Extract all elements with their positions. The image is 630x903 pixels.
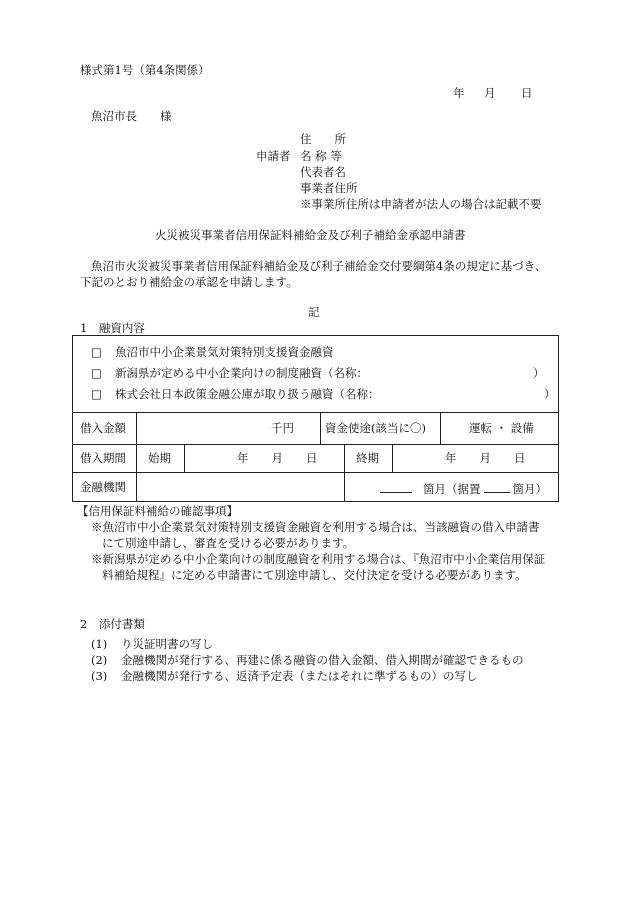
loan-period-label: 借入期間 — [80, 451, 126, 465]
period-start-label: 始期 — [148, 451, 171, 465]
option-label-1: 魚沼市中小企業景気対策特別支援資金融資 — [115, 345, 334, 359]
applicant-name-label: 名 称 等 — [300, 149, 342, 163]
applicant-label: 申請者 — [256, 149, 291, 163]
attachment-text-3: 金融機関が発行する、返済予定表（またはそれに準ずるもの）の写し — [121, 669, 478, 683]
form-id: 様式第1号（第4条関係） — [80, 63, 210, 77]
loan-details-table — [72, 335, 559, 502]
table-rule — [184, 444, 185, 472]
applicant-representative-label: 代表者名 — [300, 165, 346, 179]
months-blank[interactable] — [380, 482, 412, 493]
date-year: 年 — [453, 86, 465, 100]
loan-amount-label: 借入金額 — [80, 421, 126, 435]
table-rule — [72, 412, 559, 413]
option-close-3: ） — [544, 387, 556, 401]
confirm-note-1b: にて別途申請し、審査を受ける必要があります。 — [102, 536, 355, 550]
confirm-note-2b: 料補給規程』に定める申請書にて別途申請し、交付決定を受ける必要があります。 — [102, 568, 527, 582]
option-label-2: 新潟県が定める中小企業向けの制度融資（名称： — [115, 366, 368, 380]
table-rule — [72, 472, 559, 473]
date-month: 月 — [484, 86, 496, 100]
table-rule — [440, 412, 441, 444]
period-start-date: 年 月 日 — [237, 451, 318, 465]
applicant-address-label: 住 所 — [300, 132, 346, 146]
fund-purpose-options[interactable]: 運転 ・ 設備 — [469, 421, 534, 435]
table-rule — [320, 412, 321, 444]
period-end-label: 終期 — [356, 451, 379, 465]
bank-label: 金融機関 — [80, 480, 126, 494]
attachment-num-3: (3) — [91, 669, 108, 683]
body-line-1: 魚沼市火災被災事業者信用保証料補給金及び利子補給金交付要綱第4条の規定に基づき、 — [91, 259, 547, 273]
fund-purpose-label: 資金使途(該当に〇) — [325, 421, 426, 435]
document-title: 火災被災事業者信用保証料補給金及び利子補給金承認申請書 — [155, 228, 466, 242]
option-checkbox-1[interactable]: □ — [91, 345, 102, 359]
option-checkbox-3[interactable]: □ — [91, 387, 102, 401]
table-rule — [72, 444, 559, 445]
table-rule — [136, 412, 137, 502]
months-close-label: 箇月） — [512, 482, 547, 496]
loan-amount-unit: 千円 — [271, 421, 294, 435]
applicant-note: ※事業所住所は申請者が法人の場合は記載不要 — [300, 197, 542, 211]
option-label-3: 株式会社日本政策金融公庫が取り扱う融資（名称： — [115, 387, 380, 401]
option-checkbox-2[interactable]: □ — [91, 366, 102, 380]
section2-heading: 2 添付書類 — [80, 617, 145, 631]
confirm-heading: 【信用保証料補給の確認事項】 — [77, 504, 238, 518]
table-rule — [392, 444, 393, 472]
applicant-business-address-label: 事業者住所 — [300, 181, 358, 195]
attachment-text-2: 金融機関が発行する、再建に係る融資の借入金額、借入期間が確認できるもの — [121, 653, 524, 667]
section1-heading: 1 融資内容 — [80, 321, 145, 335]
option-close-2: ） — [533, 366, 545, 380]
attachment-text-1: り災証明書の写し — [121, 637, 213, 651]
deferment-blank[interactable] — [484, 482, 510, 493]
attachment-num-1: (1) — [91, 637, 108, 651]
date-day: 日 — [521, 86, 533, 100]
months-label: 箇月（据置 — [423, 482, 481, 496]
addressee: 魚沼市長 様 — [91, 109, 172, 123]
attachment-num-2: (2) — [91, 653, 108, 667]
ki-label: 記 — [308, 305, 320, 319]
body-line-2: 下記のとおり補給金の承認を申請します。 — [80, 275, 298, 289]
repayment-months — [377, 482, 547, 496]
table-rule — [344, 444, 345, 502]
confirm-note-2a: ※新潟県が定める中小企業向けの制度融資を利用する場合は、『魚沼市中小企業信用保証 — [91, 552, 546, 566]
confirm-note-1a: ※魚沼市中小企業景気対策特別支援資金融資を利用する場合は、当該融資の借入申請書 — [91, 520, 540, 534]
period-end-date: 年 月 日 — [445, 451, 526, 465]
